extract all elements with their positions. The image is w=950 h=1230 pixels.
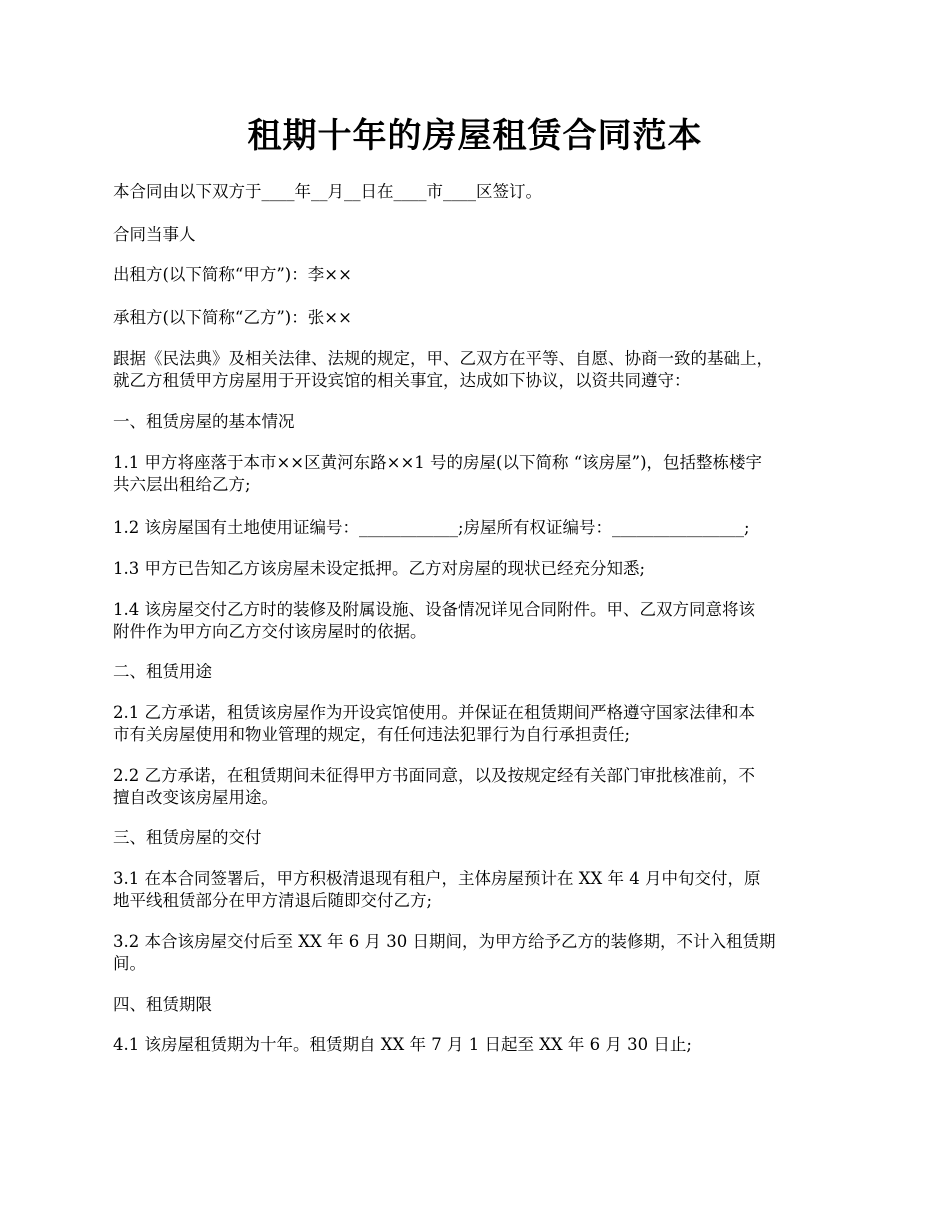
document-title: 租期十年的房屋租赁合同范本 <box>247 116 703 156</box>
lessee-line: 承租方(以下简称“乙方”)：张×× <box>113 308 352 327</box>
clause-1-2: 1.2 该房屋国有土地使用证编号：____________;房屋所有权证编号：________________; <box>113 518 750 537</box>
clause-2-1: 2.1 乙方承诺，租赁该房屋作为开设宾馆使用。并保证在租赁期间严格遵守国家法律和本 市有关房屋使用和物业管理的规定，有任何违法犯罪行为自行承担责任; <box>113 703 755 744</box>
section-4-heading: 四、租赁期限 <box>113 995 212 1014</box>
section-3-heading: 三、租赁房屋的交付 <box>113 828 262 847</box>
section-1-heading: 一、租赁房屋的基本情况 <box>113 412 295 431</box>
clause-1-4: 1.4 该房屋交付乙方时的装修及附属设施、设备情况详见合同附件。甲、乙双方同意将该 附件作为甲方向乙方交付该房屋时的依据。 <box>113 600 755 641</box>
section-2-heading: 二、租赁用途 <box>113 662 212 681</box>
clause-1-1: 1.1 甲方将座落于本市××区黄河东路××1 号的房屋(以下简称 “该房屋”)，包括整栋楼宇 共六层出租给乙方; <box>113 453 763 494</box>
clause-4-1: 4.1 该房屋租赁期为十年。租赁期自 XX 年 7 月 1 日起至 XX 年 6 月 30 日止; <box>113 1035 692 1054</box>
lessor-line: 出租方(以下简称“甲方”)：李×× <box>113 265 352 284</box>
clause-3-1: 3.1 在本合同签署后，甲方积极清退现有租户，主体房屋预计在 XX 年 4 月中旬交付，原 地平线租赁部分在甲方清退后随即交付乙方; <box>113 869 761 910</box>
clause-3-2: 3.2 本合该房屋交付后至 XX 年 6 月 30 日期间，为甲方给予乙方的装修期，不计入租赁期 间。 <box>113 932 776 973</box>
parties-heading: 合同当事人 <box>113 225 196 244</box>
signing-info: 本合同由以下双方于____年__月__日在____市____区签订。 <box>113 182 542 201</box>
clause-1-3: 1.3 甲方已告知乙方该房屋未设定抵押。乙方对房屋的现状已经充分知悉; <box>113 559 646 578</box>
preamble: 跟据《民法典》及相关法律、法规的规定，甲、乙双方在平等、自愿、协商一致的基础上， 就乙方租赁甲方房屋用于开设宾馆的相关事宜，达成如下协议，以资共同遵守： <box>113 349 773 390</box>
clause-2-2: 2.2 乙方承诺，在租赁期间未征得甲方书面同意，以及按规定经有关部门审批核准前，不 擅自改变该房屋用途。 <box>113 766 755 807</box>
